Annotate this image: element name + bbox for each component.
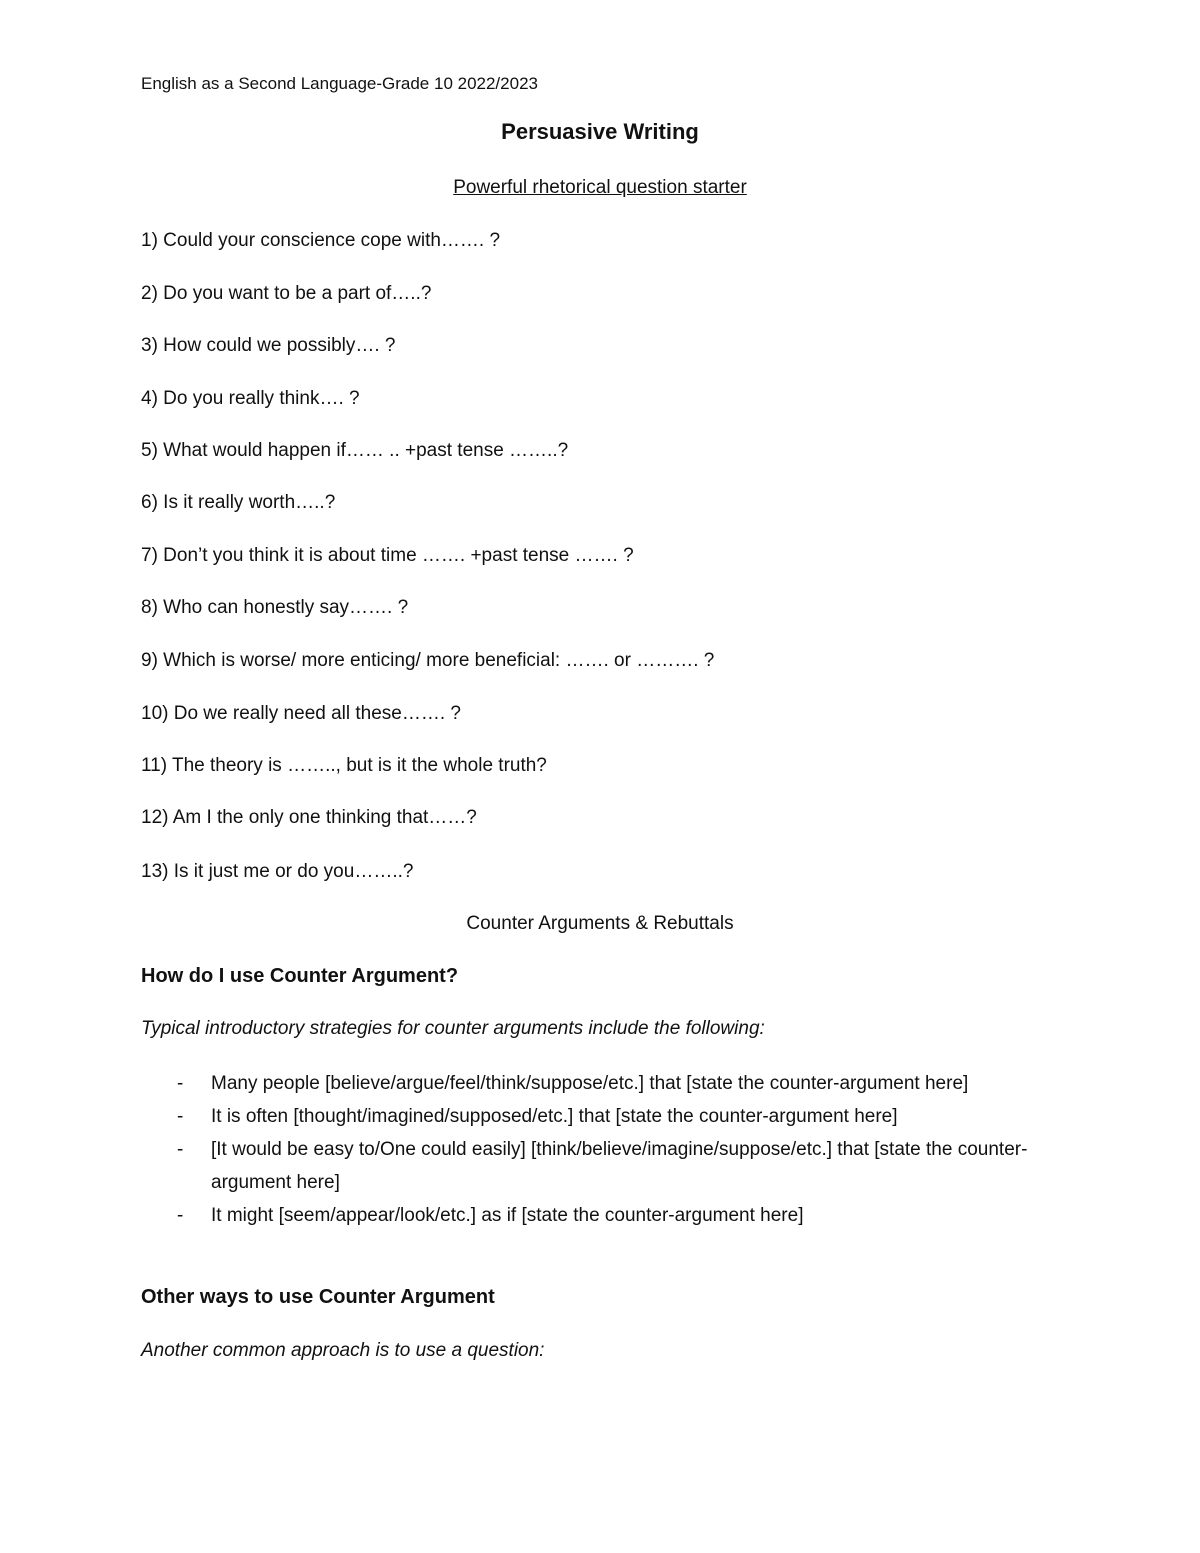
other-text: Another common approach is to use a question:: [141, 1340, 545, 1361]
bullet-dash: -: [177, 1205, 184, 1226]
question-item: 3) How could we possibly…. ?: [141, 335, 396, 356]
question-item: 6) Is it really worth…..?: [141, 492, 336, 513]
question-item: 5) What would happen if…… .. +past tense ……..?: [141, 440, 569, 461]
question-item: 4) Do you really think…. ?: [141, 388, 360, 409]
document-header: English as a Second Language-Grade 10 2022/2023: [141, 74, 538, 93]
list-item-text: Many people [believe/argue/feel/think/suppose/etc.] that [state the counter-argument here]: [211, 1073, 969, 1094]
bullet-dash: -: [177, 1106, 184, 1127]
list-item-text: It might [seem/appear/look/etc.] as if [state the counter-argument here]: [211, 1205, 804, 1226]
how-heading: How do I use Counter Argument?: [141, 965, 459, 987]
list-item: [141, 1100, 1061, 1133]
list-item: [141, 1199, 1061, 1232]
page-subtitle: Powerful rhetorical question starter: [453, 177, 747, 198]
question-item: 12) Am I the only one thinking that……?: [141, 807, 477, 828]
question-item: 1) Could your conscience cope with……. ?: [141, 230, 501, 251]
question-item: 9) Which is worse/ more enticing/ more beneficial: ……. or ………. ?: [141, 650, 715, 671]
question-item: 2) Do you want to be a part of…..?: [141, 283, 432, 304]
list-item-text: It is often [thought/imagined/supposed/etc.] that [state the counter-argument here]: [211, 1106, 898, 1127]
question-item: 7) Don’t you think it is about time ……. +past tense ……. ?: [141, 545, 634, 566]
question-item: 13) Is it just me or do you……..?: [141, 861, 414, 882]
section-heading: Counter Arguments & Rebuttals: [466, 913, 734, 934]
bullet-dash: -: [177, 1139, 184, 1160]
counter-argument-list: [141, 1067, 1061, 1232]
list-item-text: [It would be easy to/One could easily] [think/believe/imagine/suppose/etc.] that [state the counter-argument here]: [211, 1139, 1028, 1193]
other-heading: Other ways to use Counter Argument: [141, 1286, 495, 1308]
question-item: 10) Do we really need all these……. ?: [141, 703, 461, 724]
list-item: [141, 1067, 1061, 1100]
page-title: Persuasive Writing: [501, 119, 699, 144]
bullet-dash: -: [177, 1073, 184, 1094]
question-item: 8) Who can honestly say……. ?: [141, 597, 409, 618]
list-item: [141, 1133, 1061, 1199]
intro-text: Typical introductory strategies for counter arguments include the following:: [141, 1018, 765, 1039]
question-item: 11) The theory is …….., but is it the whole truth?: [141, 755, 547, 776]
